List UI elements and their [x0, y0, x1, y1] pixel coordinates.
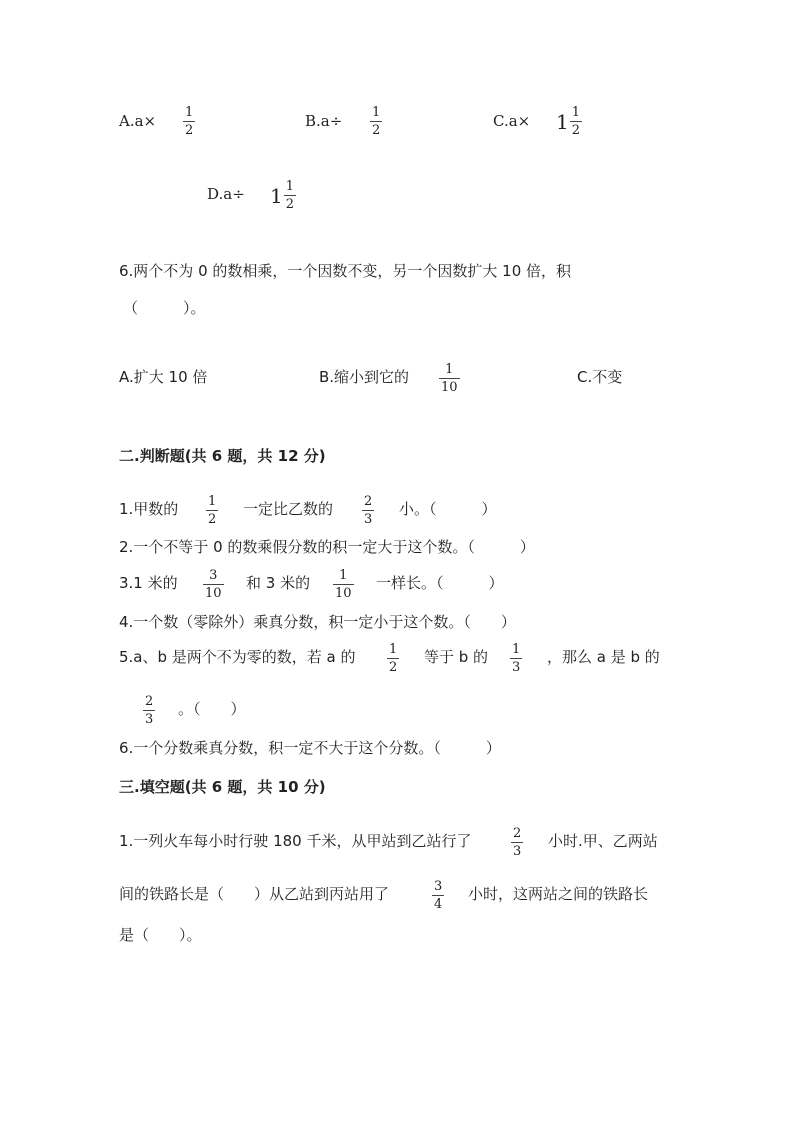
fraction-numerator: 3 — [434, 879, 443, 894]
s2-q3-part1: 3.1 米的 — [119, 574, 178, 592]
fraction-denominator: 10 — [335, 586, 352, 601]
s2-q5-fraction-3 — [143, 695, 155, 726]
option-b-label: B.a÷ — [305, 112, 343, 130]
option-d-fraction — [284, 180, 296, 211]
s3-q1-part5: 是（ ）。 — [119, 926, 202, 944]
fraction-numerator: 1 — [389, 642, 398, 657]
option-a-label: A.a× — [119, 112, 157, 130]
fraction-denominator: 2 — [372, 123, 381, 138]
s2-q5-part1: 5.a、b 是两个不为零的数，若 a 的 — [119, 648, 356, 666]
s2-q5-part2: 等于 b 的 — [424, 648, 489, 666]
s2-q4-text: 4.一个数（零除外）乘真分数，积一定小于这个数。（ ） — [119, 613, 516, 631]
s2-q3-fraction-2 — [333, 569, 354, 600]
fraction-denominator: 3 — [364, 512, 373, 527]
s2-q6-text: 6.一个分数乘真分数，积一定不大于这个分数。（ ） — [119, 739, 501, 757]
fraction-numerator: 3 — [209, 568, 218, 583]
s2-q1-fraction-2 — [362, 495, 374, 526]
option-d-label: D.a÷ — [207, 185, 245, 203]
s2-q5-part3: ，那么 a 是 b 的 — [547, 648, 660, 666]
s2-q1-part1: 1.甲数的 — [119, 500, 179, 518]
fraction-denominator: 3 — [145, 712, 154, 727]
fraction-numerator: 1 — [185, 105, 194, 120]
option-b-fraction — [370, 106, 382, 137]
q6-option-c: C.不变 — [577, 368, 623, 386]
fraction-numerator: 2 — [364, 494, 373, 509]
s2-q2-text: 2.一个不等于 0 的数乘假分数的积一定大于这个数。（ ） — [119, 538, 535, 556]
fraction-numerator: 1 — [372, 105, 381, 120]
q6-option-b: B.缩小到它的 — [319, 368, 410, 386]
option-c-mixed-number — [556, 106, 582, 137]
fraction-numerator: 2 — [145, 694, 154, 709]
fraction-numerator: 1 — [208, 494, 217, 509]
fraction-numerator: 1 — [512, 642, 521, 657]
section-3-title: 三.填空题(共 6 题，共 10 分) — [119, 778, 326, 796]
s2-q5-fraction-1 — [387, 643, 399, 674]
fraction-denominator: 10 — [205, 586, 222, 601]
question-6-text: 6.两个不为 0 的数相乘，一个因数不变，另一个因数扩大 10 倍，积 — [119, 262, 572, 280]
fraction-denominator: 2 — [571, 123, 581, 138]
s2-q3-part2: 和 3 米的 — [246, 574, 311, 592]
option-d-mixed-number — [270, 180, 296, 211]
fraction-denominator: 2 — [208, 512, 217, 527]
mixed-whole: 1 — [556, 109, 569, 134]
fraction-denominator: 10 — [441, 380, 458, 395]
option-c-fraction — [570, 106, 582, 137]
s3-q1-fraction-2 — [432, 880, 444, 911]
fraction-numerator: 1 — [445, 362, 454, 377]
fraction-numerator: 1 — [285, 179, 295, 194]
fraction-denominator: 2 — [285, 197, 295, 212]
s2-q5-fraction-2 — [510, 643, 522, 674]
s2-q3-fraction-1 — [203, 569, 224, 600]
option-a-fraction — [183, 106, 195, 137]
fraction-numerator: 1 — [571, 105, 581, 120]
q6-option-a: A.扩大 10 倍 — [119, 368, 208, 386]
option-c-label: C.a× — [493, 112, 531, 130]
s2-q1-part2: 一定比乙数的 — [243, 500, 334, 518]
fraction-numerator: 2 — [513, 826, 522, 841]
s2-q5-part4: 。（ ） — [178, 700, 246, 718]
s2-q1-part3: 小。（ ） — [399, 500, 497, 518]
fraction-denominator: 3 — [512, 660, 521, 675]
s3-q1-part2: 小时.甲、乙两站 — [548, 832, 658, 850]
s3-q1-part3: 间的铁路长是（ ）从乙站到丙站用了 — [119, 885, 390, 903]
mixed-whole: 1 — [270, 183, 283, 208]
s2-q3-part3: 一样长。（ ） — [376, 574, 504, 592]
s3-q1-fraction-1 — [511, 827, 523, 858]
fraction-denominator: 3 — [513, 844, 522, 859]
q6-option-b-fraction — [439, 363, 460, 394]
question-6-answer-blank: （ ）。 — [123, 299, 206, 317]
fraction-denominator: 2 — [185, 123, 194, 138]
fraction-denominator: 4 — [434, 897, 443, 912]
s2-q1-fraction-1 — [206, 495, 218, 526]
fraction-numerator: 1 — [339, 568, 348, 583]
s3-q1-part1: 1.一列火车每小时行驶 180 千米，从甲站到乙站行了 — [119, 832, 472, 850]
s3-q1-part4: 小时，这两站之间的铁路长 — [468, 885, 649, 903]
fraction-denominator: 2 — [389, 660, 398, 675]
section-2-title: 二.判断题(共 6 题，共 12 分) — [119, 447, 326, 465]
